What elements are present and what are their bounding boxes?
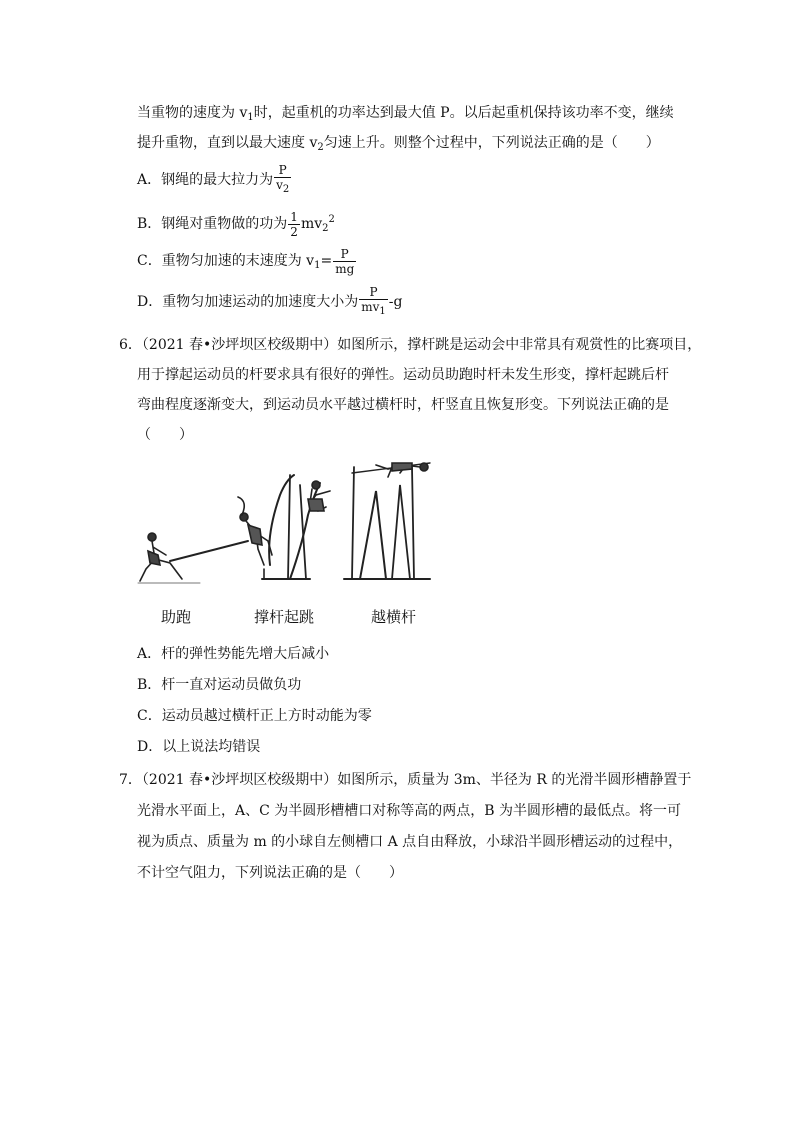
q6-line-2: 用于撑起运动员的杆要求具有很好的弹性。运动员助跑时杆未发生形变，撑杆起跳后杆 [137,367,669,383]
takeoff-stage [238,475,294,579]
q5-line-2: 提升重物，直到以最大速度 $v_2$匀速上升。则整个过程中，下列说法正确的是（ ） [137,135,660,153]
q5-option-d: D．重物匀加速运动的加速度大小为 $\frac{P}{mv_1}$ -g [137,285,403,317]
pole-bend-stage [282,475,330,579]
caption-takeoff: 撑杆起跳 [254,608,315,626]
q5-line-1: 当重物的速度为 $v_1$时，起重机的功率达到最大值 P。以后起重机保持该功率不变，继续 [137,105,674,123]
q7-line-2: 光滑水平面上，A、C 为半圆形槽槽口对称等高的两点，B 为半圆形槽的最低点。将一可 [137,803,682,819]
q6-option-d: D．以上说法均错误 [137,739,261,755]
q6-option-a: A．杆的弹性势能先增大后减小 [137,646,330,662]
q7-line-1: 7．（2021 春•沙坪坝区校级期中）如图所示，质量为 3m、半径为 R 的光滑半圆形槽静置于 [119,772,692,788]
q7-line-3: 视为质点、质量为 m 的小球自左侧槽口 A 点自由释放，小球沿半圆形槽运动的过程中， [137,834,683,850]
q5-option-b: B．钢绳对重物做的功为 $\frac{1}{2}$ $mv_2^2$ [137,209,335,239]
q5-option-c: C．重物匀加速的末速度为 $v_1=$ $\frac{P}{mg}$ [137,246,355,276]
q6-line-3: 弯曲程度逐渐变大，到运动员水平越过横杆时，杆竖直且恢复形变。下列说法正确的是 [137,397,669,413]
runner-stage [138,533,248,583]
q6-line-1: 6．（2021 春•沙坪坝区校级期中）如图所示，撑杆跳是运动会中非常具有观赏性的比赛项目， [119,337,702,353]
bar-clearance-stage [344,463,430,579]
caption-run: 助跑 [161,608,192,626]
q6-option-b: B．杆一直对运动员做负功 [137,677,302,693]
q7-line-4: 不计空气阻力，下列说法正确的是（ ） [137,865,403,881]
pole-vault-figure [130,455,440,595]
q6-line-4: （ ） [137,427,193,443]
q5-option-a: A．钢绳的最大拉力为 $\frac{P}{v_2}$ [137,163,290,195]
q6-option-c: C．运动员越过横杆正上方时动能为零 [137,708,372,724]
caption-clear-bar: 越横杆 [371,608,417,626]
